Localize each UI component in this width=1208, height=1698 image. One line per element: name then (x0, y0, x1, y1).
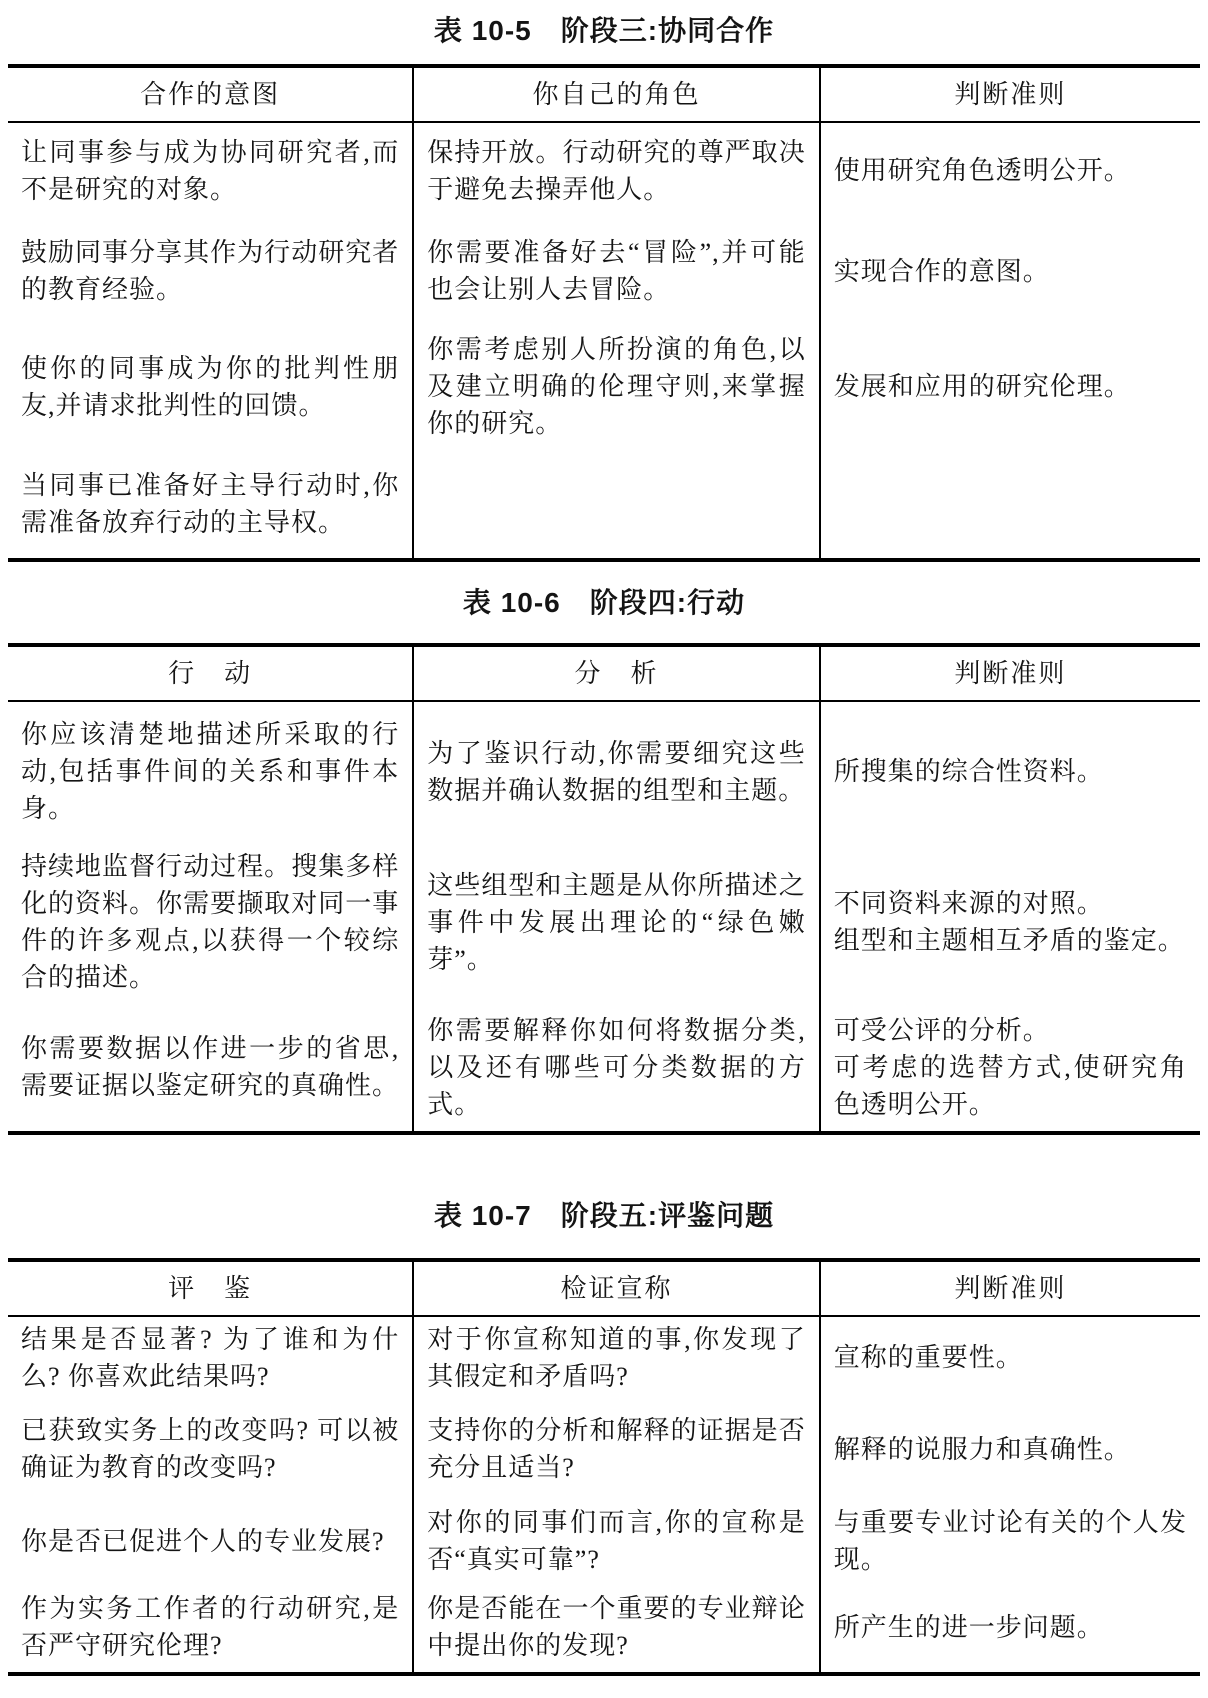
header-row (8, 1260, 1200, 1316)
cell-paragraph: 你需要数据以作进一步的省思,需要证据以鉴定研究的真确性。 (21, 1034, 400, 1100)
table-row (8, 218, 1200, 324)
table-row (8, 1316, 1200, 1398)
header-row (8, 66, 1200, 122)
column-header: 分 析 (413, 645, 819, 701)
cell-paragraph: 不同资料来源的对照。 (833, 889, 1104, 918)
cell-paragraph: 所搜集的综合性资料。 (833, 757, 1104, 786)
column-header: 检证宣称 (413, 1260, 819, 1316)
table-cell (413, 1398, 819, 1500)
table-title-10-5: 表 10-5 阶段三:协同合作 (433, 15, 775, 46)
table-cell (413, 1003, 819, 1133)
cell-paragraph: 让同事参与成为协同研究者,而不是研究的对象。 (21, 137, 400, 204)
column-header: 判断准则 (820, 66, 1200, 122)
table-cell (8, 701, 413, 841)
cell-paragraph: 与重要专业讨论有关的个人发现。 (833, 1508, 1187, 1574)
table-10-5 (8, 64, 1200, 562)
cell-paragraph: 你应该清楚地描述所采取的行动,包括事件间的关系和事件本身。 (21, 720, 400, 823)
cell-paragraph: 可受公评的分析。 (833, 1015, 1050, 1045)
table-cell (820, 1316, 1200, 1398)
table-cell (820, 841, 1200, 1003)
cell-paragraph: 当同事已准备好主导行动时,你需准备放弃行动的主导权。 (21, 470, 400, 537)
table-cell (820, 122, 1200, 218)
table-cell (413, 122, 819, 218)
column-header: 判断准则 (820, 645, 1200, 701)
table-row (8, 1003, 1200, 1133)
table-row (8, 701, 1200, 841)
table-cell (8, 324, 413, 449)
column-header: 合作的意图 (8, 66, 413, 122)
table-row (8, 122, 1200, 218)
column-header: 判断准则 (820, 1260, 1200, 1316)
table-row (8, 1500, 1200, 1582)
table-cell (8, 1582, 413, 1674)
table-section-10-5 (8, 14, 1200, 562)
table-row (8, 1398, 1200, 1500)
cell-paragraph: 实现合作的意图。 (833, 256, 1050, 286)
cell-paragraph: 这些组型和主题是从你所描述之事件中发展出理论的“绿色嫩芽”。 (427, 870, 806, 974)
table-title-10-7: 表 10-7 阶段五:评鉴问题 (433, 1200, 775, 1231)
cell-paragraph: 保持开放。行动研究的尊严取决于避免去操弄他人。 (427, 137, 806, 204)
table-cell (820, 449, 1200, 560)
table-row (8, 1582, 1200, 1674)
cell-paragraph: 作为实务工作者的行动研究,是否严守研究伦理? (21, 1594, 400, 1660)
cell-paragraph: 你是否已促进个人的专业发展? (21, 1526, 385, 1556)
table-cell (820, 1003, 1200, 1133)
table-cell (820, 1582, 1200, 1674)
cell-paragraph: 可考虑的选替方式,使研究角色透明公开。 (833, 1052, 1187, 1119)
column-header: 行 动 (8, 645, 413, 701)
cell-paragraph: 持续地监督行动过程。搜集多样化的资料。你需要撷取对同一事件的许多观点,以获得一个较综合的描述。 (21, 852, 400, 992)
table-row (8, 841, 1200, 1003)
table-cell (413, 841, 819, 1003)
cell-paragraph: 所产生的进一步问题。 (833, 1612, 1104, 1642)
table-section-10-7 (8, 1199, 1200, 1676)
table-cell (413, 701, 819, 841)
cell-paragraph: 鼓励同事分享其作为行动研究者的教育经验。 (21, 238, 400, 304)
table-cell (8, 449, 413, 560)
table-10-6 (8, 643, 1200, 1135)
table-row (8, 324, 1200, 449)
header-row (8, 645, 1200, 701)
table-cell (8, 1003, 413, 1133)
table-title-10-6: 表 10-6 阶段四:行动 (462, 587, 746, 618)
cell-paragraph: 你需要准备好去“冒险”,并可能也会让别人去冒险。 (427, 238, 806, 304)
table-10-7 (8, 1258, 1200, 1676)
cell-paragraph: 你需考虑别人所扮演的角色,以及建立明确的伦理守则,来掌握你的研究。 (427, 335, 806, 438)
table-cell (8, 122, 413, 218)
cell-paragraph: 组型和主题相互矛盾的鉴定。 (833, 926, 1185, 955)
column-header: 你自己的角色 (413, 66, 819, 122)
table-cell (8, 1500, 413, 1582)
table-cell (8, 218, 413, 324)
cell-paragraph: 你需要解释你如何将数据分类,以及还有哪些可分类数据的方式。 (427, 1015, 806, 1119)
cell-paragraph: 对于你宣称知道的事,你发现了其假定和矛盾吗? (427, 1324, 806, 1391)
cell-paragraph: 使你的同事成为你的批判性朋友,并请求批判性的回馈。 (21, 353, 400, 420)
cell-paragraph: 已获致实务上的改变吗? 可以被确证为教育的改变吗? (21, 1416, 400, 1482)
cell-paragraph: 为了鉴识行动,你需要细究这些数据并确认数据的组型和主题。 (427, 738, 806, 805)
table-cell (820, 324, 1200, 449)
table-cell (820, 218, 1200, 324)
table-cell (413, 1316, 819, 1398)
cell-paragraph: 对你的同事们而言,你的宣称是否“真实可靠”? (427, 1508, 806, 1574)
cell-paragraph: 支持你的分析和解释的证据是否充分且适当? (427, 1416, 806, 1482)
cell-paragraph: 使用研究角色透明公开。 (833, 156, 1131, 185)
column-header: 评 鉴 (8, 1260, 413, 1316)
cell-paragraph: 解释的说服力和真确性。 (833, 1434, 1131, 1464)
table-cell (8, 1316, 413, 1398)
table-cell (413, 449, 819, 560)
table-cell (413, 1582, 819, 1674)
table-cell (8, 841, 413, 1003)
table-row (8, 449, 1200, 560)
table-cell (820, 701, 1200, 841)
table-cell (820, 1398, 1200, 1500)
cell-paragraph: 发展和应用的研究伦理。 (833, 372, 1131, 401)
cell-paragraph: 结果是否显著? 为了谁和为什么? 你喜欢此结果吗? (21, 1324, 400, 1391)
table-cell (413, 324, 819, 449)
table-cell (8, 1398, 413, 1500)
table-section-10-6 (8, 586, 1200, 1135)
cell-paragraph: 宣称的重要性。 (833, 1343, 1023, 1372)
table-cell (413, 218, 819, 324)
table-cell (820, 1500, 1200, 1582)
cell-paragraph: 你是否能在一个重要的专业辩论中提出你的发现? (427, 1594, 806, 1660)
table-cell (413, 1500, 819, 1582)
